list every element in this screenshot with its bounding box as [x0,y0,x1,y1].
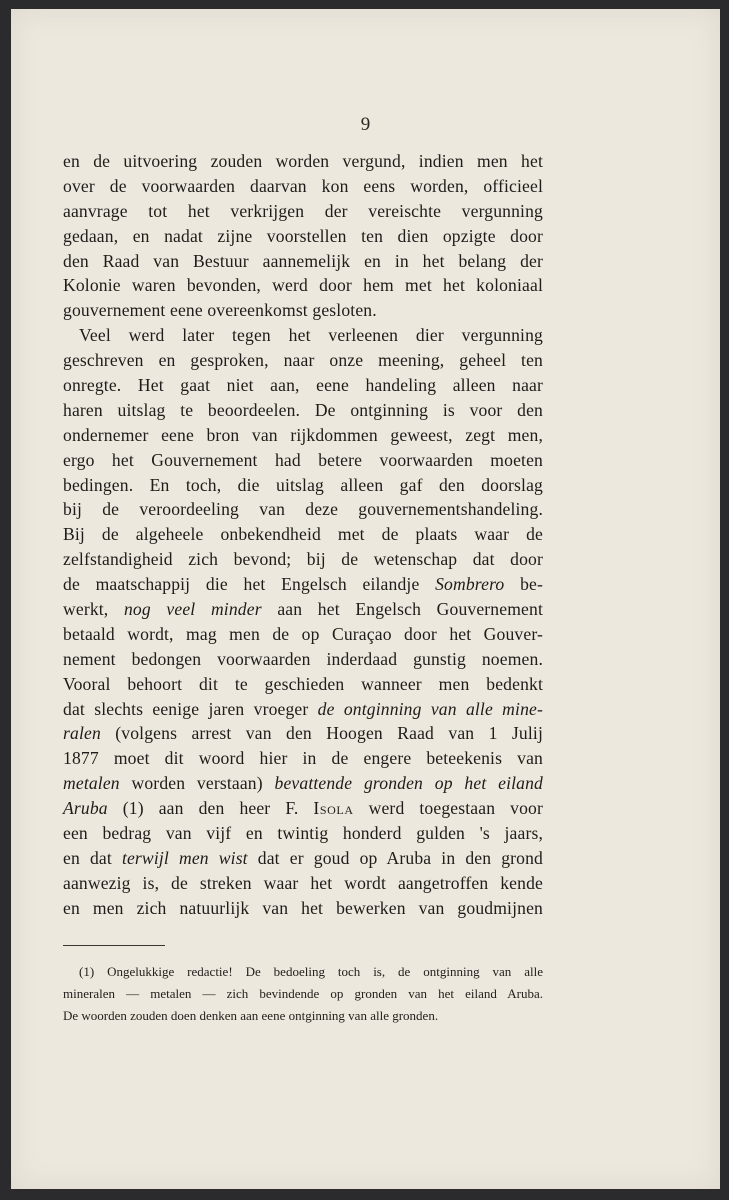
text-line: 1877 moet dit woord hier in de engere beteekenis van [63,748,543,769]
footnote-line: De woorden zouden doen denken aan eene ontginning van alle gronden. [63,1008,439,1023]
text-line: Veel werd later tegen het verleenen dier vergunning [79,325,543,346]
text-line: gouvernement eene overeenkomst gesloten. [63,300,377,321]
text-line: de maatschappij die het Engelsch eilandje Sombrero be- [63,574,543,595]
footnote-line: mineralen — metalen — zich bevindende op gronden van het eiland Aruba. [63,986,543,1001]
text-line: bij de veroordeeling van deze gouvernementshandeling. [63,499,543,520]
text-line: een bedrag van vijf en twintig honderd gulden 's jaars, [63,823,543,844]
text-line: Vooral behoort dit te geschieden wanneer men bedenkt [63,673,543,694]
text-line: betaald wordt, mag men de op Curaçao door het Gouver- [63,623,543,644]
italic-text: Sombrero [435,574,505,595]
text-line: geschreven en gesproken, naar onze meening, geheel ten [63,350,543,371]
text-line: werkt, nog veel minder aan het Engelsch Gouvernement [63,599,543,620]
text-line: metalen worden verstaan) bevattende gronden op het eiland [63,773,543,794]
text-line: aanvrage tot het verkrijgen der vereischte vergunning [63,200,543,221]
text-line: Aruba (1) aan den heer F. Isola werd toegestaan voor [63,798,543,819]
text-line: ondernemer eene bron van rijkdommen geweest, zegt men, [63,424,543,445]
text-line: ergo het Gouvernement had betere voorwaarden moeten [63,449,543,470]
italic-text: metalen [63,773,120,794]
text-line: dat slechts eenige jaren vroeger de ontginning van alle mine- [63,698,543,719]
italic-text: terwijl men wist [121,847,248,868]
italic-text: ralen [63,723,101,744]
text-line: onregte. Het gaat niet aan, eene handeling alleen naar [63,375,543,396]
text-line: zelfstandigheid zich bevond; bij de wetenschap dat door [63,549,543,570]
text-line: en de uitvoering zouden worden vergund, indien men het [63,151,543,171]
italic-text: bevattende gronden op het eiland [274,773,543,794]
body-text [63,149,543,921]
text-line: aanwezig is, de streken waar het wordt aangetroffen kende [63,872,543,893]
text-line: over de voorwaarden daarvan kon eens worden, officieel [63,175,543,196]
book-page [11,9,720,1189]
italic-text: nog veel minder [123,599,262,620]
text-line: gedaan, en nadat zijne voorstellen ten dien opzigte door [63,225,543,246]
page-number: 9 [360,114,371,135]
text-line: den Raad van Bestuur aannemelijk en in het belang der [63,250,543,271]
italic-text: Aruba [63,798,108,819]
footnote [63,961,543,1027]
small-caps-name: Isola [313,798,354,819]
text-line: haren uitslag te beoordeelen. De ontginning is voor den [63,399,543,420]
text-line: ralen (volgens arrest van den Hoogen Raad van 1 Julij [63,723,543,744]
text-line: Bij de algeheele onbekendheid met de plaats waar de [63,524,543,545]
text-line: nement bedongen voorwaarden inderdaad gunstig noemen. [63,648,543,669]
italic-text: de ontginning van alle mine- [317,698,543,719]
text-line: en men zich natuurlijk van het bewerken van goudmijnen [63,897,543,918]
text-line: bedingen. En toch, die uitslag alleen gaf den doorslag [63,474,543,495]
footnote-line: (1) Ongelukkige redactie! De bedoeling toch is, de ontginning van alle [79,964,543,979]
footnote-rule [63,945,165,946]
text-line: Kolonie waren bevonden, werd door hem met het koloniaal [63,275,543,296]
text-line: en dat terwijl men wist dat er goud op Aruba in den grond [63,847,544,868]
